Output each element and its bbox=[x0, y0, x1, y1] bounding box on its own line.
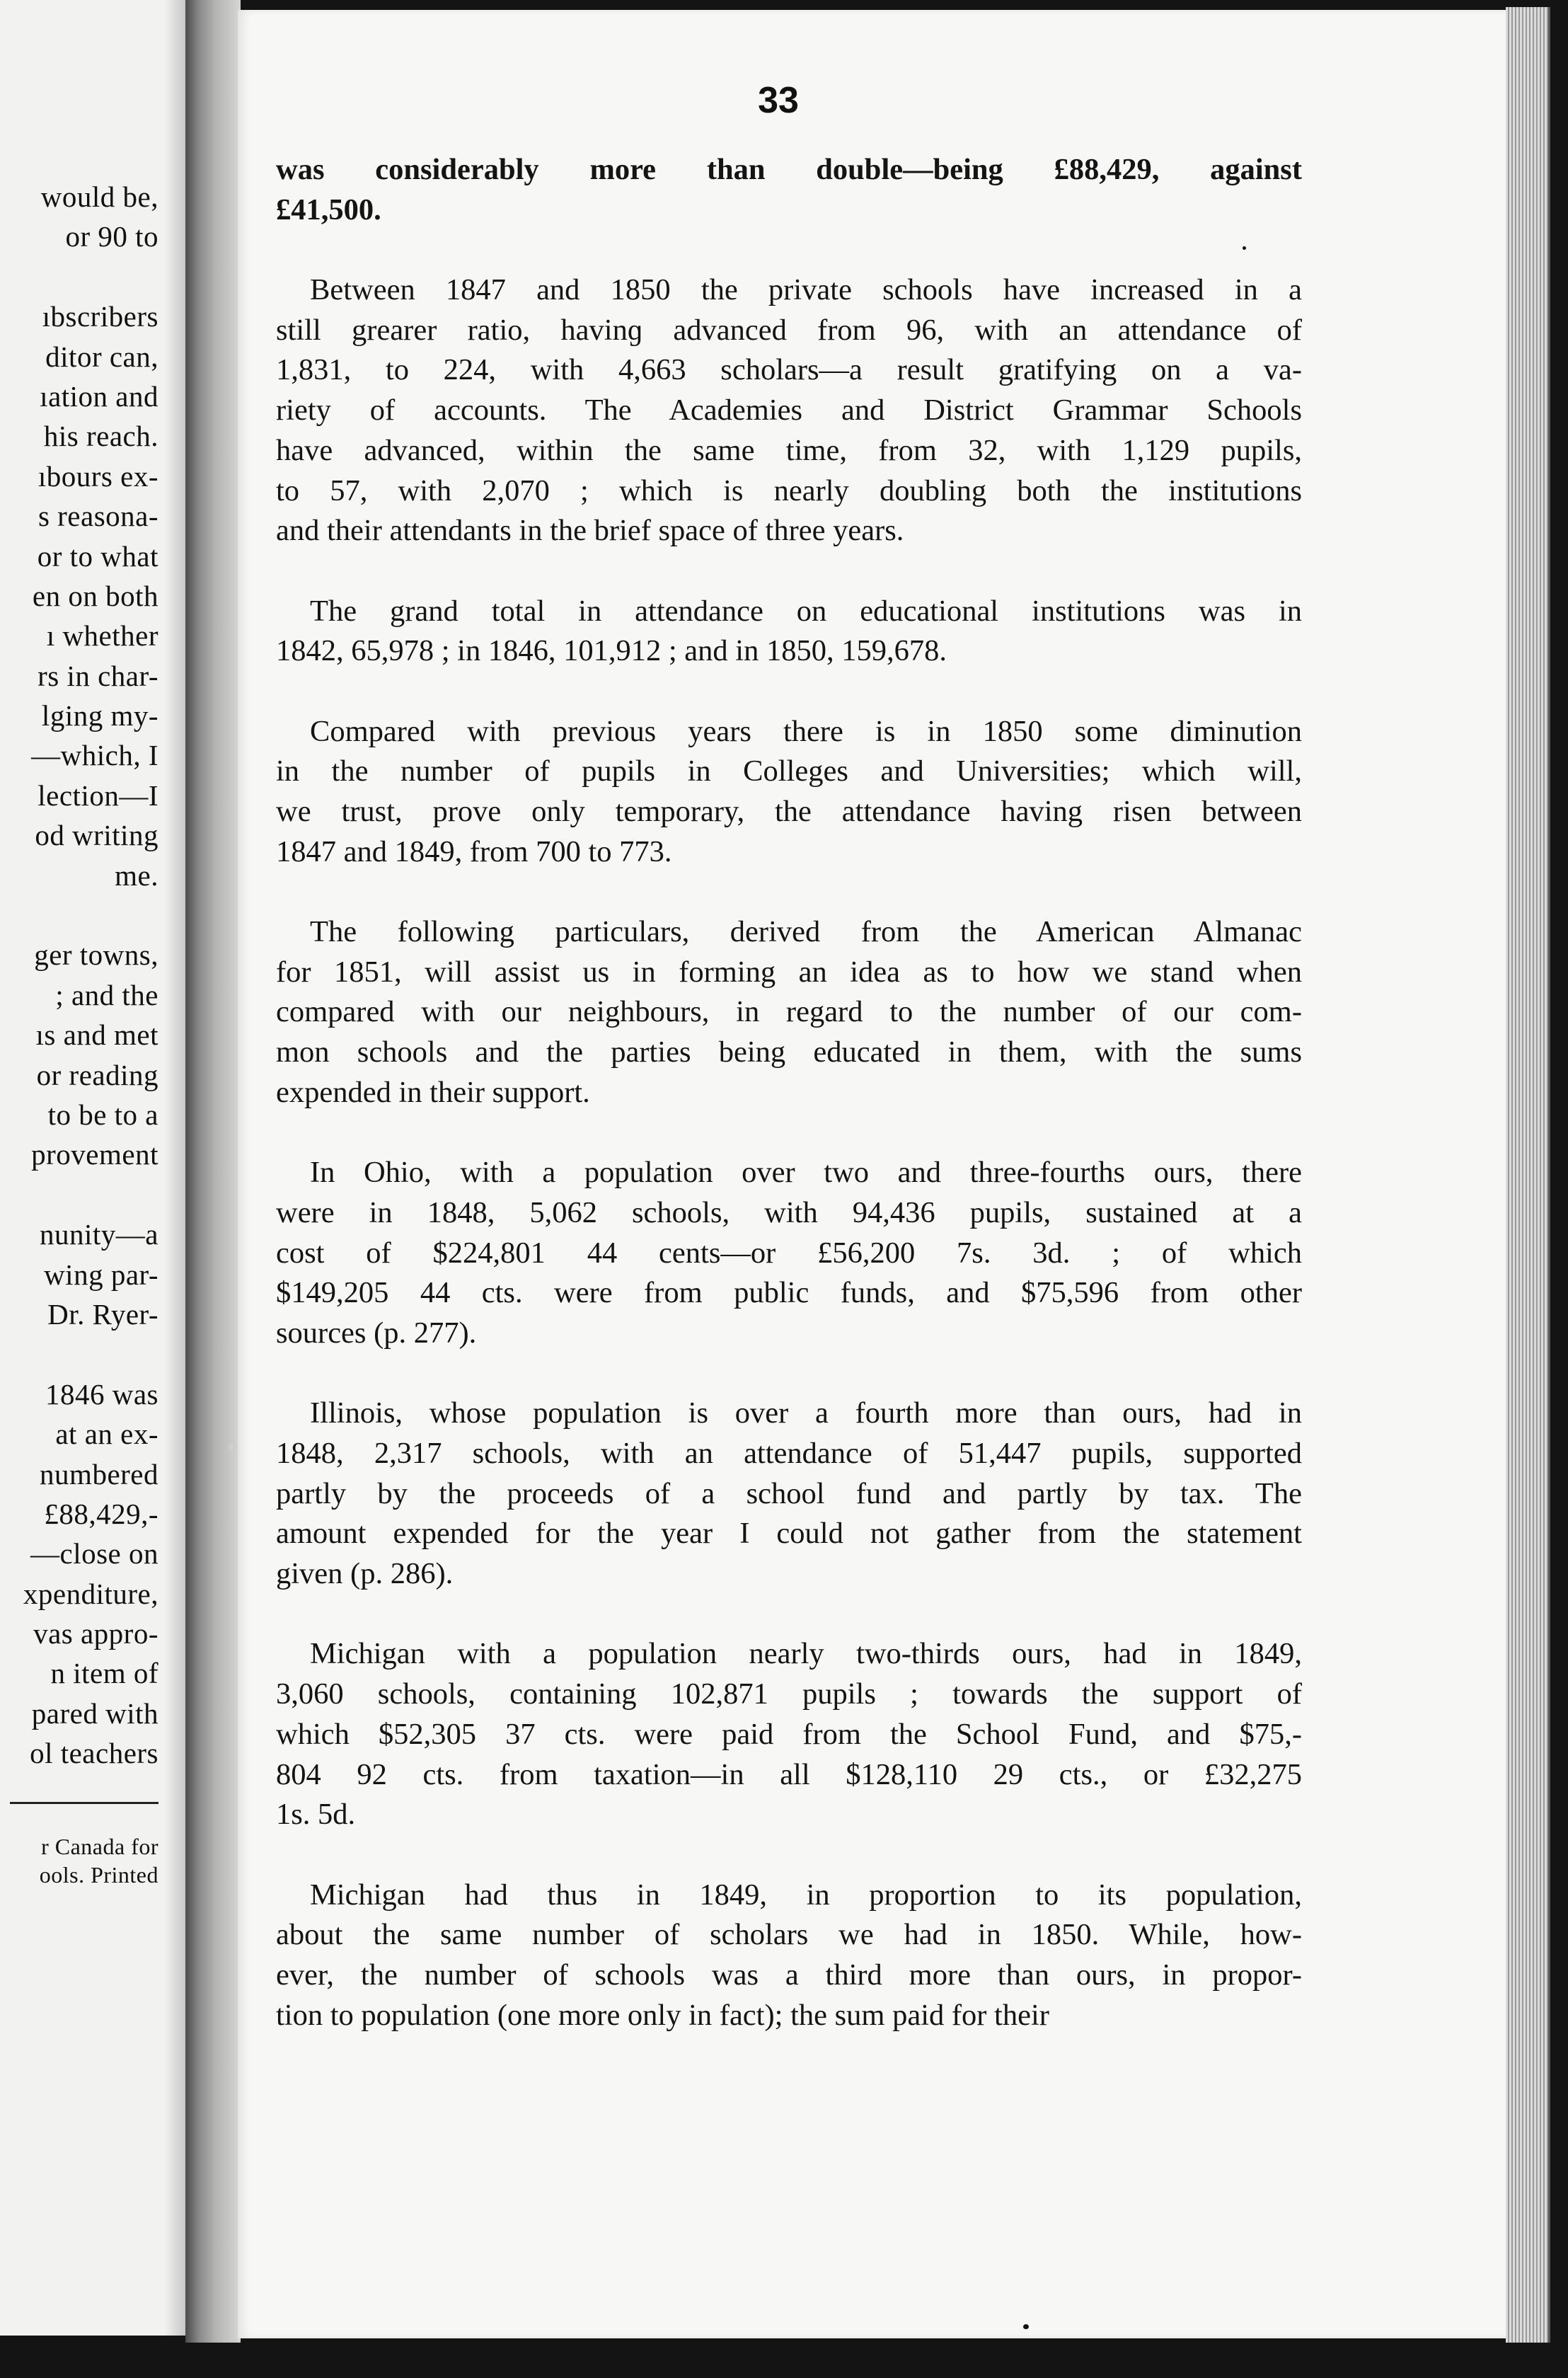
left-text-line: en on both bbox=[32, 579, 158, 612]
page-number: 33 bbox=[758, 80, 799, 121]
text-line: was considerably more than double—being £88,429, against bbox=[276, 153, 1302, 186]
left-text-line: Dr. Ryer- bbox=[47, 1297, 158, 1331]
text-line: we trust, prove only temporary, the attendance having risen between bbox=[276, 795, 1302, 828]
paragraph bbox=[276, 1876, 1302, 2036]
left-text-line: n item of bbox=[50, 1657, 158, 1690]
text-line: in the number of pupils in Colleges and Universities; which will, bbox=[276, 754, 1302, 788]
text-line: 1847 and 1849, from 700 to 773. bbox=[276, 834, 672, 868]
left-text-line: —close on bbox=[30, 1537, 158, 1570]
left-text-line: lection—I bbox=[38, 779, 158, 812]
left-text-line: ı whether bbox=[46, 619, 158, 653]
left-text-line: his reach. bbox=[43, 420, 158, 453]
paragraph bbox=[276, 270, 1302, 551]
left-text-line: lging my- bbox=[41, 699, 158, 733]
text-line: and their attendants in the brief space of three years. bbox=[276, 514, 904, 548]
footnote-rule bbox=[10, 1802, 158, 1804]
paragraph bbox=[276, 150, 1302, 230]
text-line: Michigan had thus in 1849, in proportion to its population, bbox=[310, 1878, 1302, 1912]
text-line: 1842, 65,978 ; in 1846, 101,912 ; and in 1850, 159,678. bbox=[276, 634, 947, 668]
left-text-line: ıbscribers bbox=[42, 300, 158, 333]
ink-speck bbox=[1023, 2324, 1029, 2329]
text-line: £41,500. bbox=[276, 193, 381, 226]
text-line: riety of accounts. The Academies and District Grammar Schools bbox=[276, 394, 1302, 427]
paragraph bbox=[276, 592, 1302, 672]
paragraph bbox=[276, 712, 1302, 873]
left-text-line: would be, bbox=[40, 180, 158, 213]
paragraph-gap bbox=[0, 257, 158, 297]
left-text-line: ıation and bbox=[40, 379, 158, 413]
left-text-line: ıbours ex- bbox=[38, 459, 158, 493]
left-text-line: or reading bbox=[36, 1058, 158, 1091]
paragraph bbox=[276, 1153, 1302, 1353]
left-text-line: provement bbox=[31, 1138, 158, 1171]
text-line: have advanced, within the same time, from 32, with 1,129 pupils, bbox=[276, 433, 1302, 467]
text-line: The following particulars, derived from the American Almanac bbox=[310, 915, 1302, 949]
left-gutter-shadow bbox=[164, 0, 185, 2336]
text-line: 1,831, to 224, with 4,663 scholars—a result gratifying on a va- bbox=[276, 353, 1302, 387]
text-line: $149,205 44 cts. were from public funds, and $75,596 from other bbox=[276, 1276, 1302, 1310]
text-line: given (p. 286). bbox=[276, 1557, 454, 1591]
text-line: 1s. 5d. bbox=[276, 1798, 356, 1832]
paragraph-gap bbox=[0, 895, 158, 935]
left-text-line: me. bbox=[115, 858, 158, 892]
left-facing-page bbox=[0, 0, 185, 2336]
left-text-line: numbered bbox=[40, 1457, 158, 1490]
text-line: 804 92 cts. from taxation—in all $128,110 29 cts., or £32,275 bbox=[276, 1757, 1302, 1791]
text-line: Between 1847 and 1850 the private schools have increased in a bbox=[310, 273, 1302, 307]
left-text-line: wing par- bbox=[44, 1258, 158, 1291]
text-line: 1848, 2,317 schools, with an attendance of 51,447 pupils, supported bbox=[276, 1437, 1302, 1470]
left-text-line: at an ex- bbox=[55, 1418, 158, 1451]
left-text-line: vas appro- bbox=[33, 1617, 158, 1650]
paragraph bbox=[276, 912, 1302, 1113]
text-line: sources (p. 277). bbox=[276, 1316, 477, 1350]
paragraph-gap bbox=[0, 1334, 158, 1374]
left-text-line: ger towns, bbox=[34, 938, 158, 972]
text-line: Illinois, whose population is over a fourth more than ours, had in bbox=[310, 1396, 1302, 1430]
footnote-line: ools. Printed bbox=[39, 1861, 158, 1888]
text-line: mon schools and the parties being educated in them, with the sums bbox=[276, 1035, 1302, 1069]
left-text-line: od writing bbox=[35, 819, 158, 852]
text-line: ever, the number of schools was a third more than ours, in propor- bbox=[276, 1958, 1302, 1992]
left-text-line: nunity—a bbox=[40, 1218, 158, 1251]
left-text-line: £88,429,- bbox=[44, 1497, 158, 1530]
footnote-line: r Canada for bbox=[41, 1833, 158, 1859]
left-text-line: s reasona- bbox=[38, 500, 158, 533]
left-page-text-column bbox=[0, 177, 158, 1889]
left-text-line: or to what bbox=[37, 539, 158, 573]
left-text-line: rs in char- bbox=[38, 659, 158, 692]
paragraph bbox=[276, 1634, 1302, 1834]
left-text-line: xpenditure, bbox=[23, 1577, 158, 1610]
paragraph bbox=[276, 1394, 1302, 1594]
text-line: partly by the proceeds of a school fund and partly by tax. The bbox=[276, 1476, 1302, 1510]
ink-speck bbox=[1243, 246, 1246, 250]
text-line: to 57, with 2,070 ; which is nearly doubling both the institutions bbox=[276, 473, 1302, 507]
page-body-text bbox=[276, 150, 1302, 2076]
left-text-line: —which, I bbox=[31, 739, 158, 772]
left-text-line: ; and the bbox=[55, 978, 158, 1011]
text-line: The grand total in attendance on educational institutions was in bbox=[310, 594, 1302, 628]
text-line: still grearer ratio, havinɡ advanced from 96, with an attendance of bbox=[276, 313, 1302, 347]
text-line: In Ohio, with a population over two and three-fourths ours, there bbox=[310, 1156, 1302, 1190]
text-line: which $52,305 37 cts. were paid from the School Fund, and $75,- bbox=[276, 1717, 1302, 1751]
ink-speck bbox=[229, 1444, 234, 1450]
text-line: for 1851, will assist us in forming an idea as to how we stand when bbox=[276, 955, 1302, 989]
text-line: 3,060 schools, containing 102,871 pupils ; towards the support of bbox=[276, 1677, 1302, 1711]
paragraph-gap bbox=[0, 1175, 158, 1214]
text-line: compared with our neighbours, in regard to the number of our com- bbox=[276, 995, 1302, 1029]
text-line: about the same number of scholars we had in 1850. While, how- bbox=[276, 1918, 1302, 1952]
page-edge-stack bbox=[1506, 7, 1550, 2343]
left-text-line: or 90 to bbox=[65, 220, 158, 253]
left-text-line: ditor can, bbox=[45, 340, 158, 373]
left-text-line: to be to a bbox=[47, 1098, 158, 1131]
text-line: tion to population (one more only in fact); the sum paid for their bbox=[276, 1998, 1049, 2032]
text-line: were in 1848, 5,062 schools, with 94,436 pupils, sustained at a bbox=[276, 1195, 1302, 1229]
left-text-line: ol teachers bbox=[30, 1737, 158, 1770]
text-line: cost of $224,801 44 cents—or £56,200 7s. 3d. ; of which bbox=[276, 1236, 1302, 1270]
left-text-line: ıs and met bbox=[35, 1018, 158, 1052]
left-text-line: 1846 was bbox=[45, 1377, 158, 1411]
text-line: expended in their support. bbox=[276, 1075, 590, 1109]
book-spine-shadow bbox=[185, 0, 241, 2343]
left-text-line: pared with bbox=[31, 1696, 158, 1730]
text-line: Compared with previous years there is in 1850 some diminution bbox=[310, 714, 1302, 748]
text-line: Michigan with a population nearly two-thirds ours, had in 1849, bbox=[310, 1637, 1302, 1671]
text-line: amount expended for the year I could not gather from the statement bbox=[276, 1517, 1302, 1551]
